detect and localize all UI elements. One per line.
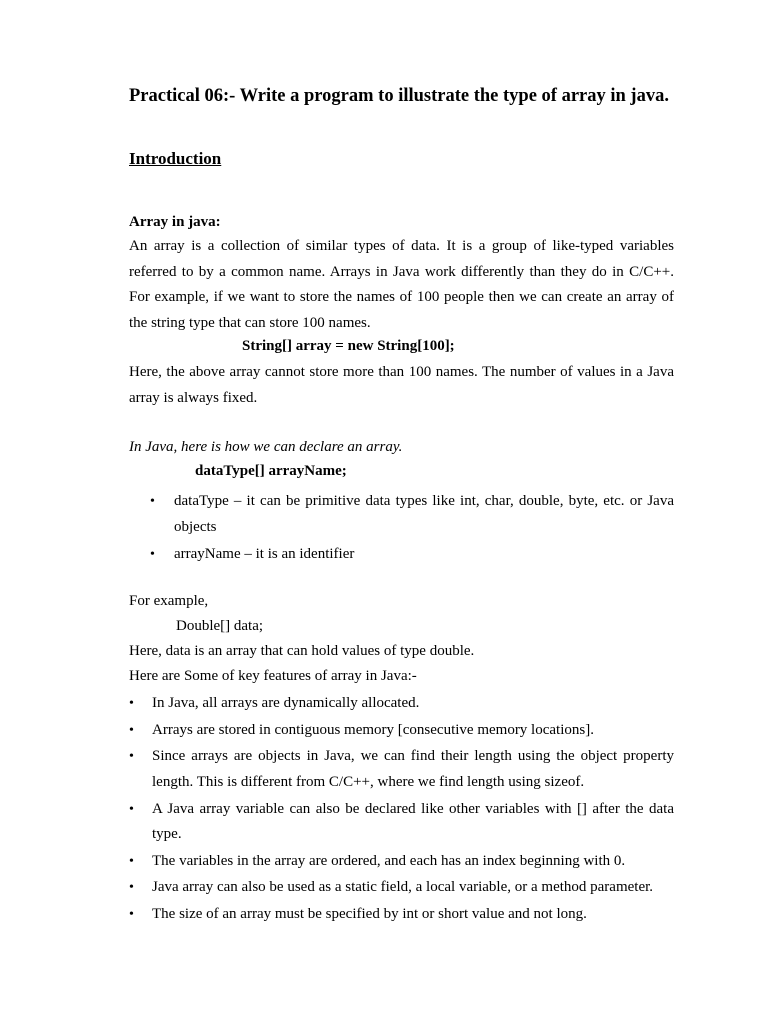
list-item-text: Since arrays are objects in Java, we can find their length using the object property length. This is different from C/C++, where we find length using sizeof. [152, 748, 674, 790]
list-item [129, 744, 674, 795]
intro-paragraph [129, 234, 674, 336]
features-intro: Here are Some of key features of array in Java:- [129, 668, 417, 684]
list-item [129, 691, 674, 717]
list-item-text: arrayName – it is an identifier [174, 545, 355, 562]
bullet-icon: • [129, 696, 134, 711]
code-example-double: Double[] data; [176, 618, 264, 634]
list-item [150, 542, 674, 568]
list-item [150, 489, 674, 540]
bullet-icon: • [129, 801, 134, 817]
bullet-icon: • [150, 546, 155, 562]
list-item [129, 718, 674, 744]
bullet-icon: • [129, 749, 134, 765]
page-title: Practical 06:- Write a program to illustrate the type of array in java. [129, 86, 669, 106]
list-item [129, 849, 674, 875]
introduction-heading: Introduction [129, 149, 222, 168]
for-example-label: For example, [129, 593, 209, 609]
declare-intro: In Java, here is how we can declare an array. [129, 439, 403, 455]
list-item-text: In Java, all arrays are dynamically allocated. [152, 695, 420, 711]
list-item-text: objects [174, 518, 217, 535]
fixed-line: array is always fixed. [129, 389, 258, 406]
intro-line: referred to by a common name. Arrays in Java work differently than they do in C/C++. [129, 263, 674, 280]
list-item-text: dataType – it can be primitive data types like int, char, double, byte, etc. or Java [174, 493, 674, 509]
fixed-size-paragraph [129, 360, 674, 411]
code-example-string-array: String[] array = new String[100]; [242, 338, 455, 354]
data-explanation: Here, data is an array that can hold values of type double. [129, 643, 475, 659]
list-item-text: The variables in the array are ordered, and each has an index beginning with 0. [152, 852, 626, 869]
array-in-java-subheading: Array in java: [129, 214, 221, 230]
bullet-icon: • [129, 907, 134, 923]
bullet-icon: • [150, 494, 155, 509]
intro-line: the string type that can store 100 names. [129, 314, 371, 331]
declaration-parts-list [150, 489, 674, 569]
list-item-text: Java array can also be used as a static field, a local variable, or a method parameter. [152, 879, 654, 896]
list-item-text: A Java array variable can also be declared like other variables with [] after the data type. [152, 800, 674, 843]
list-item [129, 797, 674, 848]
list-item-text: The size of an array must be specified by int or short value and not long. [152, 906, 587, 923]
list-item-text: Arrays are stored in contiguous memory [consecutive memory locations]. [152, 721, 594, 738]
intro-line: An array is a collection of similar types of data. It is a group of like-typed variables [129, 238, 674, 254]
list-item [129, 902, 674, 928]
code-example-declaration: dataType[] arrayName; [195, 463, 347, 479]
bullet-icon: • [129, 722, 134, 738]
fixed-line: Here, the above array cannot store more than 100 names. The number of values in a Java [129, 364, 674, 380]
bullet-icon: • [129, 853, 134, 869]
list-item [129, 875, 674, 901]
bullet-icon: • [129, 880, 134, 896]
intro-line: For example, if we want to store the names of 100 people then we can create an array of [129, 289, 674, 305]
features-list [129, 691, 674, 929]
